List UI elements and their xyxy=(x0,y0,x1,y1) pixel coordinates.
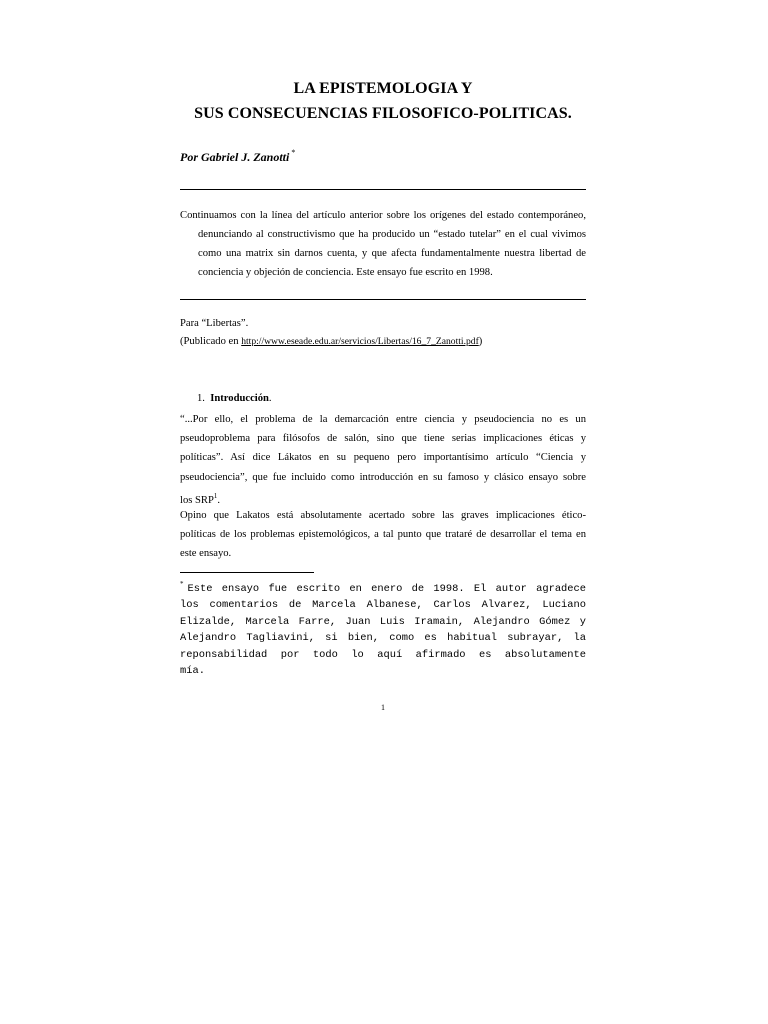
footnote-reference[interactable]: 1 xyxy=(213,491,218,500)
abstract-line: denunciando al constructivismo que ha producido un “estado tutelar” en el cual vivimos xyxy=(198,229,586,240)
document-title-line-1: LA EPISTEMOLOGIA Y xyxy=(293,80,473,97)
published-link[interactable]: http://www.eseade.edu.ar/servicios/Libertas/16_7_Zanotti.pdf xyxy=(241,336,479,347)
footnote-line-text: Este ensayo fue escrito en enero de 1998. El autor agradece xyxy=(187,583,586,595)
published-suffix: ) xyxy=(478,336,483,347)
divider-top xyxy=(180,189,586,190)
paragraph-line: políticas de los problemas epistemológicos, a tal punto que trataré de desarrollar el tema en xyxy=(180,529,586,541)
footnote-mark: * xyxy=(180,580,184,588)
abstract-line: conciencia y objeción de conciencia. Este ensayo fue escrito en 1998. xyxy=(198,267,493,278)
publication-target: Para “Libertas”. xyxy=(180,318,249,329)
author-byline xyxy=(180,148,295,165)
paragraph-1 xyxy=(180,410,586,510)
footnote-divider xyxy=(180,572,314,573)
published-note xyxy=(180,336,482,347)
footnote-line: Alejandro Tagliavini, si bien, como es habitual subrayar, la xyxy=(180,632,586,645)
paragraph-line: pseudoproblema para filósofos de salón, sino que tiene serias implicaciones éticas y xyxy=(180,433,586,445)
author-footnote-mark[interactable]: * xyxy=(291,148,296,157)
section-heading xyxy=(197,393,272,404)
paragraph-line: este ensayo. xyxy=(180,548,232,560)
paragraph-last-text: los SRP xyxy=(180,494,214,506)
footnote-line: mía. xyxy=(180,665,205,678)
author-name: Por Gabriel J. Zanotti xyxy=(180,150,290,164)
section-title: Introducción xyxy=(210,393,269,404)
footnote xyxy=(180,576,586,679)
section-number: 1. xyxy=(197,393,205,404)
footnote-line: los comentarios de Marcela Albanese, Carlos Alvarez, Luciano xyxy=(180,599,586,612)
paragraph-line: Opino que Lakatos está absolutamente acertado sobre las graves implicaciones ético- xyxy=(180,510,586,521)
divider-bottom xyxy=(180,299,586,300)
page-number: 1 xyxy=(381,703,385,712)
footnote-line: reponsabilidad por todo lo aquí afirmado es absolutamente xyxy=(180,648,586,661)
footnote-line: Elizalde, Marcela Farre, Juan Luis Iramain, Alejandro Gómez y xyxy=(180,615,586,628)
abstract xyxy=(180,206,586,282)
footnote-line xyxy=(180,576,586,597)
paragraph-line: políticas”. Así dice Lákatos en su pequeno pero importantísimo artículo “Ciencia y xyxy=(180,452,586,464)
abstract-line: como una matrix sin darnos cuenta, y que afecta fundamentalmente nuestra libertad de xyxy=(198,248,586,259)
published-prefix: (Publicado en xyxy=(180,336,242,347)
document-title-line-2: SUS CONSECUENCIAS FILOSOFICO-POLITICAS. xyxy=(194,105,572,122)
paragraph-2 xyxy=(180,506,586,564)
abstract-line: Continuamos con la línea del artículo anterior sobre los orígenes del estado contemporáneo, xyxy=(180,210,586,221)
paragraph-end: . xyxy=(217,494,221,506)
paragraph-line: “...Por ello, el problema de la demarcación entre ciencia y pseudociencia no es un xyxy=(180,414,586,425)
section-period: . xyxy=(268,393,272,404)
paragraph-line: pseudociencia”, que fue incluido como introducción en su famoso y clásico ensayo sobre xyxy=(180,471,586,483)
